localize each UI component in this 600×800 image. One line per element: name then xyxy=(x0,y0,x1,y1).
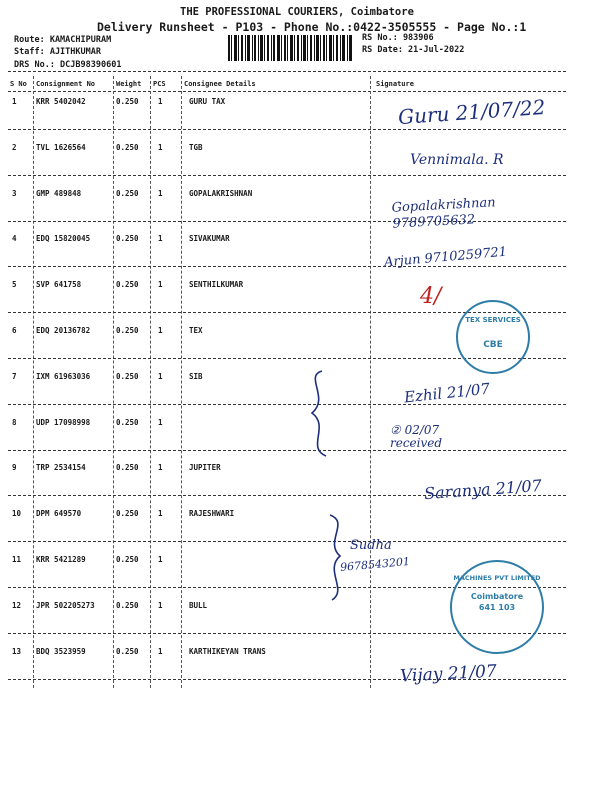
route-label: Route: KAMACHIPURAM xyxy=(14,35,112,45)
brace-mark xyxy=(300,368,340,458)
col-divider xyxy=(150,76,151,688)
row-weight: 0.250 xyxy=(116,647,139,656)
row-pcs: 1 xyxy=(158,463,163,472)
rs-date: RS Date: 21-Jul-2022 xyxy=(362,45,465,55)
row-consignment-no: EDQ 20136782 xyxy=(36,326,91,335)
row-consignee: SIB xyxy=(189,372,203,381)
row-sno: 7 xyxy=(12,372,17,381)
rs-number: RS No.: 983906 xyxy=(362,33,434,43)
row-sno: 3 xyxy=(12,189,17,198)
row-weight: 0.250 xyxy=(116,372,139,381)
staff-label: Staff: AJITHKUMAR xyxy=(14,47,101,57)
row-weight: 0.250 xyxy=(116,234,139,243)
row-divider xyxy=(8,450,566,451)
header-bottom-rule xyxy=(8,91,566,92)
row-weight: 0.250 xyxy=(116,143,139,152)
col-header-weight: Weight xyxy=(116,80,142,88)
row-consignee: JUPITER xyxy=(189,463,221,472)
signature-row-4: Arjun 9710259721 xyxy=(383,244,508,271)
row-pcs: 1 xyxy=(158,97,163,106)
signature-row-3: Gopalakrishnan 9789705632 xyxy=(391,195,496,232)
drs-number: DRS No.: DCJB98390601 xyxy=(14,60,122,70)
row-weight: 0.250 xyxy=(116,280,139,289)
row-divider xyxy=(8,175,566,176)
row-consignment-no: GMP 489848 xyxy=(36,189,82,198)
col-header-pcs: PCS xyxy=(153,80,166,88)
col-divider xyxy=(181,76,182,688)
col-header-signature: Signature xyxy=(376,80,414,88)
row-consignment-no: BDQ 3523959 xyxy=(36,647,86,656)
row-consignee: TGB xyxy=(189,143,203,152)
signature-row-9: Saranya 21/07 xyxy=(423,475,543,504)
row-weight: 0.250 xyxy=(116,97,139,106)
row-consignment-no: KRR 5402042 xyxy=(36,97,86,106)
row-weight: 0.250 xyxy=(116,418,139,427)
col-divider xyxy=(370,76,371,688)
signature-row-10: Sudha xyxy=(350,538,392,553)
row-sno: 12 xyxy=(12,601,22,610)
row-sno: 10 xyxy=(12,509,22,518)
signature-row-1: Guru 21/07/22 xyxy=(397,94,547,130)
row-consignment-no: KRR 5421289 xyxy=(36,555,86,564)
signature-row-2: Vennimala. R xyxy=(410,152,504,168)
row-consignee: GURU TAX xyxy=(189,97,226,106)
col-divider xyxy=(113,76,114,688)
company-stamp-tex: TEX SERVICES CBE xyxy=(456,300,530,374)
row-consignee: BULL xyxy=(189,601,208,610)
row-pcs: 1 xyxy=(158,280,163,289)
row-consignment-no: EDQ 15820045 xyxy=(36,234,91,243)
row-divider xyxy=(8,129,566,130)
row-pcs: 1 xyxy=(158,372,163,381)
row-consignment-no: SVP 641758 xyxy=(36,280,82,289)
row-consignment-no: IXM 61963036 xyxy=(36,372,91,381)
signature-row-8: ② 02/07 received xyxy=(390,423,443,450)
row-sno: 13 xyxy=(12,647,22,656)
row-consignee: SENTHILKUMAR xyxy=(189,280,244,289)
row-consignment-no: TVL 1626564 xyxy=(36,143,86,152)
row-weight: 0.250 xyxy=(116,601,139,610)
company-title: THE PROFESSIONAL COURIERS, Coimbatore xyxy=(180,6,414,18)
row-consignee: GOPALAKRISHNAN xyxy=(189,189,253,198)
signature-row-13: Vijay 21/07 xyxy=(399,661,498,687)
brace-mark xyxy=(318,512,358,602)
row-sno: 4 xyxy=(12,234,17,243)
row-pcs: 1 xyxy=(158,234,163,243)
signature-row-11: 9678543201 xyxy=(339,554,411,575)
row-sno: 1 xyxy=(12,97,17,106)
row-sno: 11 xyxy=(12,555,22,564)
row-consignment-no: UDP 17098998 xyxy=(36,418,91,427)
col-header-consignment: Consignment No xyxy=(36,80,96,88)
row-consignment-no: JPR 502205273 xyxy=(36,601,95,610)
runsheet-title: Delivery Runsheet - P103 - Phone No.:0422-3505555 - Page No.:1 xyxy=(97,20,527,34)
row-pcs: 1 xyxy=(158,418,163,427)
col-header-sno: S No xyxy=(10,80,27,88)
barcode-image xyxy=(228,35,352,61)
company-stamp-machines: MACHINES PVT LIMITED Coimbatore 641 103 xyxy=(450,560,544,654)
row-weight: 0.250 xyxy=(116,326,139,335)
table-top-rule xyxy=(8,71,566,72)
row-weight: 0.250 xyxy=(116,463,139,472)
row-weight: 0.250 xyxy=(116,509,139,518)
row-pcs: 1 xyxy=(158,509,163,518)
signature-row-7: Ezhil 21/07 xyxy=(403,379,491,407)
row-pcs: 1 xyxy=(158,647,163,656)
row-consignment-no: TRP 2534154 xyxy=(36,463,86,472)
row-pcs: 1 xyxy=(158,143,163,152)
row-sno: 5 xyxy=(12,280,17,289)
row-consignee: KARTHIKEYAN TRANS xyxy=(189,647,266,656)
row-pcs: 1 xyxy=(158,601,163,610)
row-consignee: SIVAKUMAR xyxy=(189,234,230,243)
col-header-consignee: Consignee Details xyxy=(184,80,256,88)
row-weight: 0.250 xyxy=(116,555,139,564)
row-sno: 9 xyxy=(12,463,17,472)
row-sno: 8 xyxy=(12,418,17,427)
row-pcs: 1 xyxy=(158,326,163,335)
row-pcs: 1 xyxy=(158,555,163,564)
row-divider xyxy=(8,404,566,405)
row-consignee: RAJESHWARI xyxy=(189,509,235,518)
row-sno: 2 xyxy=(12,143,17,152)
row-divider xyxy=(8,541,566,542)
signature-row-5: 4/ xyxy=(420,284,442,309)
row-pcs: 1 xyxy=(158,189,163,198)
row-weight: 0.250 xyxy=(116,189,139,198)
row-sno: 6 xyxy=(12,326,17,335)
row-divider xyxy=(8,266,566,267)
col-divider xyxy=(33,76,34,688)
row-consignee: TEX xyxy=(189,326,203,335)
row-consignment-no: DPM 649570 xyxy=(36,509,82,518)
